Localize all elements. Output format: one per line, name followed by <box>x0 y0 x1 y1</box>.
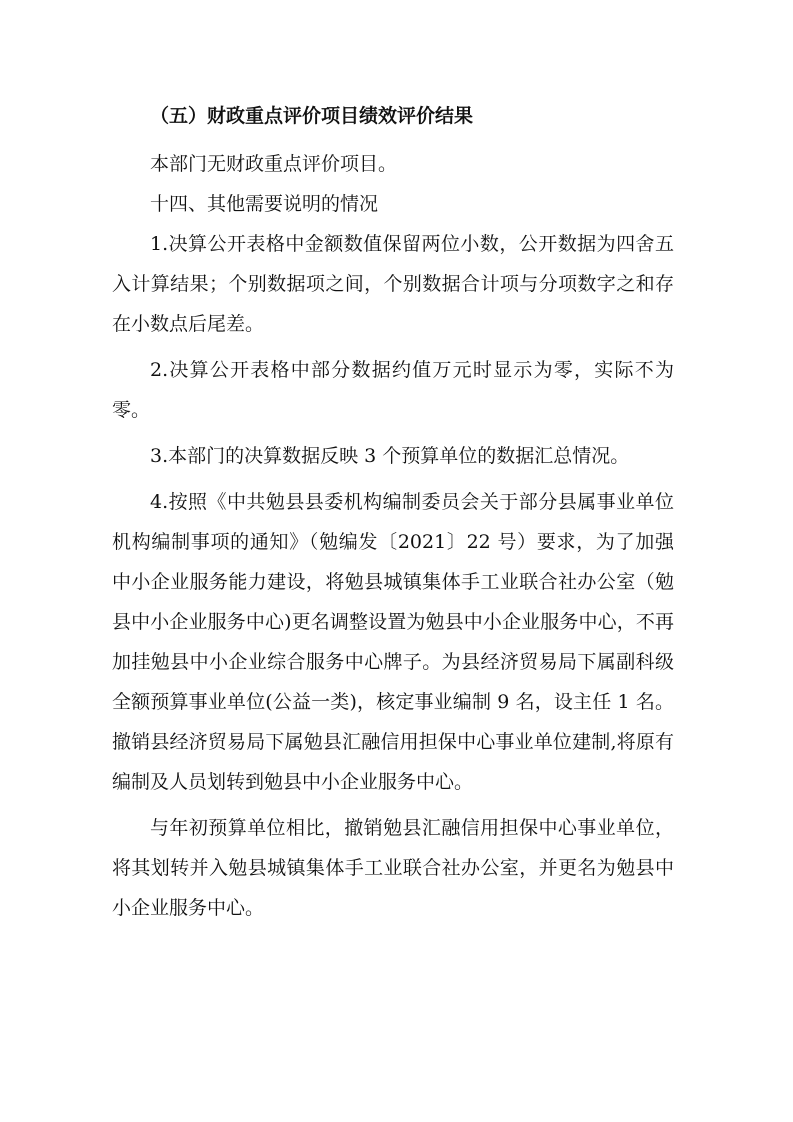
note-paragraph-3: 3.本部门的决算数据反映 3 个预算单位的数据汇总情况。 <box>150 445 630 467</box>
chapter-heading: 十四、其他需要说明的情况 <box>150 193 379 215</box>
note-paragraph-2: 2.决算公开表格中部分数据约值万元时显示为零，实际不为零。 <box>112 359 674 421</box>
note-paragraph-4: 4.按照《中共勉县县委机构编制委员会关于部分县属事业单位机构编制事项的通知》（勉编发〔2021〕22 号）要求，为了加强中小企业服务能力建设，将勉县城镇集体手工业联合社办公室（勉县中小企业服务中心)更名调整设置为勉县中小企业服务中心，不再加挂勉县中小企业综合服务中心牌子。为县经济贸易局下属副科级全额预算事业单位(公益一类)，核定事业编制 9 名，设主任 1 名。撤销县经济贸易局下属勉县汇融信用担保中心事业单位建制,将原有编制及人员划转到勉县中小企业服务中心。 <box>112 491 674 793</box>
section-heading: （五）财政重点评价项目绩效评价结果 <box>150 105 474 127</box>
closing-paragraph: 与年初预算单位相比，撤销勉县汇融信用担保中心事业单位，将其划转并入勉县城镇集体手工业联合社办公室，并更名为勉县中小企业服务中心。 <box>112 817 674 919</box>
section-text: 本部门无财政重点评价项目。 <box>150 153 398 175</box>
document-body <box>112 96 674 928</box>
note-paragraph-1: 1.决算公开表格中金额数值保留两位小数，公开数据为四舍五入计算结果；个别数据项之间，个别数据合计项与分项数字之和存在小数点后尾差。 <box>112 233 674 335</box>
